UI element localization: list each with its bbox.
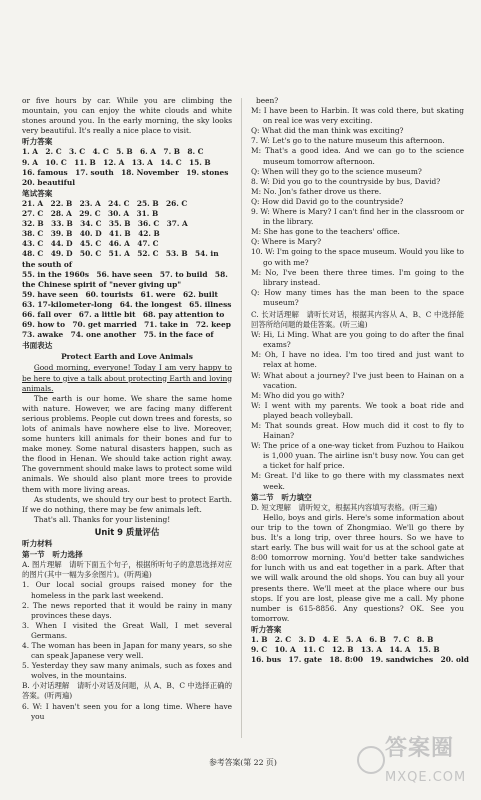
essay-paragraph: As students, we should try our best to protect Earth. If we do nothing, there may be few animals left. xyxy=(22,494,232,514)
intro-paragraph: or five hours by car. While you are climbing the mountain, you can enjoy the white clouds and white stones around you. In the early morning, the sky looks very beautiful. It's really a nice place to visit. xyxy=(22,96,232,136)
part-instruction: A. 图片理解 请听下面五个句子，根据所听句子的意思选择对应的图片(其中一幅为多余图片)。(听两遍) xyxy=(22,560,232,580)
sentence-item: 5. Yesterday they saw many animals, such as foxes and wolves, in the mountains. xyxy=(22,661,232,681)
dialog-line: Q: How did David go to the countryside? xyxy=(251,196,404,206)
listening-answer-line: 20. beautiful xyxy=(22,177,76,187)
essay-title: Protect Earth and Love Animals xyxy=(61,352,193,362)
written-answers-heading: 笔试答案 xyxy=(22,188,53,198)
watermark-text: 答案圈 xyxy=(385,736,455,761)
essay-paragraph: The earth is our home. We share the same home with nature. However, we are facing many different serious problems. People cut down trees and forests, so lots of animals have nowhere else to live. Moreover, some hunters kill animals for their bones and fur to make money. Some natural disasters happen, such as the flood in Henan. We should take action right away. The government should make laws to protect some wild animals. We should also plant more trees to provide them with more living areas. xyxy=(22,393,232,494)
listening-material-heading: 听力材料 xyxy=(22,539,53,549)
written-answer-line: 32. B 33. B 34. C 35. B 36. C 37. A xyxy=(22,219,188,229)
dialog-line: M: That sounds great. How much did it cost to fly to Hainan? xyxy=(251,421,464,441)
dialog-line: W: What about a journey? I've just been to Hainan on a vacation. xyxy=(251,370,464,390)
dialog-line: M: That's a good idea. And we can go to the science museum tomorrow afternoon. xyxy=(251,146,464,166)
sentence-item: 1. Our local social groups raised money for the homeless in the park last weekend. xyxy=(22,580,232,600)
watermark-logo xyxy=(357,736,469,792)
dialog-line: been? xyxy=(256,96,279,105)
dialog-line: M: Great. I'd like to go there with my classmates next week. xyxy=(251,471,464,491)
essay-paragraph: That's all. Thanks for your listening! xyxy=(33,514,171,524)
essay-heading: 书面表达 xyxy=(22,341,53,351)
written-answer-line: 27. C 28. A 29. C 30. A 31. B xyxy=(22,209,159,219)
section-heading: 第一节 听力选择 xyxy=(22,550,83,560)
dialog-line: M: No. Jon's father drove us there. xyxy=(251,186,382,196)
written-answer-line: 48. C 49. D 50. C 51. A 52. C 53. B 54. in the south of xyxy=(22,249,219,269)
written-answer-line: 43. C 44. D 45. C 46. A 47. C xyxy=(22,239,159,249)
listening-answer-line: 16. bus 17. gate 18. 8:00 19. sandwiches 20. old xyxy=(251,655,469,665)
watermark-url: MXQE.COM xyxy=(385,770,467,785)
written-answer-line: 59. have seen 60. tourists 61. were 62. built 63. 17-kilometer-long 64. the longest 65. illness xyxy=(22,289,232,309)
listening-answers-heading: 听力答案 xyxy=(251,624,282,634)
listening-answer-line: 1. B 2. C 3. D 4. E 5. A 6. B 7. C 8. B xyxy=(251,634,434,644)
written-answer-line: 21. A 22. B 23. A 24. C 25. B 26. C xyxy=(22,198,188,208)
sentence-item: 4. The woman has been in Japan for many years, so she can speak Japanese very well. xyxy=(22,640,232,661)
dialog-line: M: I have been to Harbin. It was cold there, but skating on real ice was very exciting. xyxy=(251,106,464,126)
dialog-line: M: No, I've been there three times. I'm going to the library instead. xyxy=(251,267,464,287)
part-instruction: D. 短文理解 请听短文，根据其内容填写表格。(听三遍) xyxy=(251,502,438,512)
dialog-line: W: The price of a one-way ticket from Fuzhou to Haikou is 1,000 yuan. The airline isn't busy now. You can get a ticket for half price. xyxy=(251,441,464,471)
part-instruction: B. 小对话理解 请听小对话及问题，从 A、B、C 中选择正确的答案。(听两遍) xyxy=(22,681,232,701)
dialog-line: 8. W: Did you go to the countryside by bus, David? xyxy=(251,176,441,186)
dialog-line: Q: How many times has the man been to the space museum? xyxy=(251,287,464,307)
part-instruction: C. 长对话理解 请听长对话，根据其内容从 A、B、C 中选择能回答所给问题的最佳答案。(听三遍) xyxy=(251,309,464,330)
dialog-line: Q: Where is Mary? xyxy=(251,237,322,247)
dialog-line: 7. W: Let's go to the nature museum this afternoon. xyxy=(251,136,445,146)
dialog-line: 9. W: Where is Mary? I can't find her in the classroom or in the library. xyxy=(251,207,464,227)
page-footer: 参考答案(第 22 页) xyxy=(209,758,277,767)
listening-answer-line: 9. A 10. C 11. B 12. A 13. A 14. C 15. B xyxy=(22,157,211,167)
dialog-line: M: Who did you go with? xyxy=(251,390,345,400)
dialog-line: W: I went with my parents. We took a boat ride and played beach volleyball. xyxy=(251,400,464,420)
written-answer-line: 38. C 39. B 40. D 41. B 42. B xyxy=(22,229,160,239)
sentence-item: 3. When I visited the Great Wall, I met several Germans. xyxy=(22,620,232,640)
listening-answer-line: 1. A 2. C 3. C 4. C 5. B 6. A 7. B 8. C xyxy=(22,147,204,157)
written-answer-line: 66. fall over 67. a little bit 68. pay attention to xyxy=(22,309,225,319)
written-answer-line: 69. how to 70. get married 71. take in 72. keep 73. awake 74. one another 75. in the face of xyxy=(22,320,239,340)
passage-text: Hello, boys and girls. Here's some information about our trip to the town of Zhongmiao. We'll go there by bus. It's a long trip, over three hours. So we have to start early. The bus will wait for us at the school gate at 8:00 tomorrow morning. You'd better take sandwiches for lunch with us and eat together in a park. After that we will walk around the old shops. You can buy all your presents there. We'll meet at the place where our bus stops. If you are lost, please give me a call. My phone number is 615-8856. Any questions? OK. See you tomorrow. xyxy=(251,512,464,623)
listening-answer-line: 16. famous 17. south 18. November 19. stones xyxy=(22,167,229,177)
dialog-line: Q: When will they go to the science museum? xyxy=(251,166,422,176)
dialog-line: 6. W: I haven't seen you for a long time. Where have you xyxy=(22,701,232,721)
left-column xyxy=(22,96,239,722)
essay-paragraph: Good morning, everyone! Today I am very happy to be here to give a talk about protecting Earth and loving animals. xyxy=(22,363,232,393)
dialog-line: M: She has gone to the teachers' office. xyxy=(251,227,400,237)
dialog-line: W: Hi, Li Ming. What are you going to do after the final exams? xyxy=(251,330,464,350)
dialog-line: 10. W: I'm going to the space museum. Would you like to go with me? xyxy=(251,247,464,267)
listening-answers-heading: 听力答案 xyxy=(22,137,53,147)
unit-title: Unit 9 质量评估 xyxy=(94,526,160,537)
section-heading: 第二节 听力填空 xyxy=(251,492,312,502)
column-divider xyxy=(241,98,242,738)
listening-answer-line: 9. C 10. A 11. C 12. B 13. A 14. A 15. B xyxy=(251,645,440,655)
watermark-icon xyxy=(357,746,385,774)
sentence-item: 2. The news reported that it would be rainy in many provinces these days. xyxy=(22,600,232,620)
dialog-line: M: Oh, I have no idea. I'm too tired and just want to relax at home. xyxy=(251,350,464,370)
dialog-line: Q: What did the man think was exciting? xyxy=(251,126,404,136)
right-column xyxy=(251,96,469,665)
written-answer-line: 55. in the 1960s 56. have seen 57. to build 58. the Chinese spirit of "never giving up" xyxy=(22,269,228,289)
